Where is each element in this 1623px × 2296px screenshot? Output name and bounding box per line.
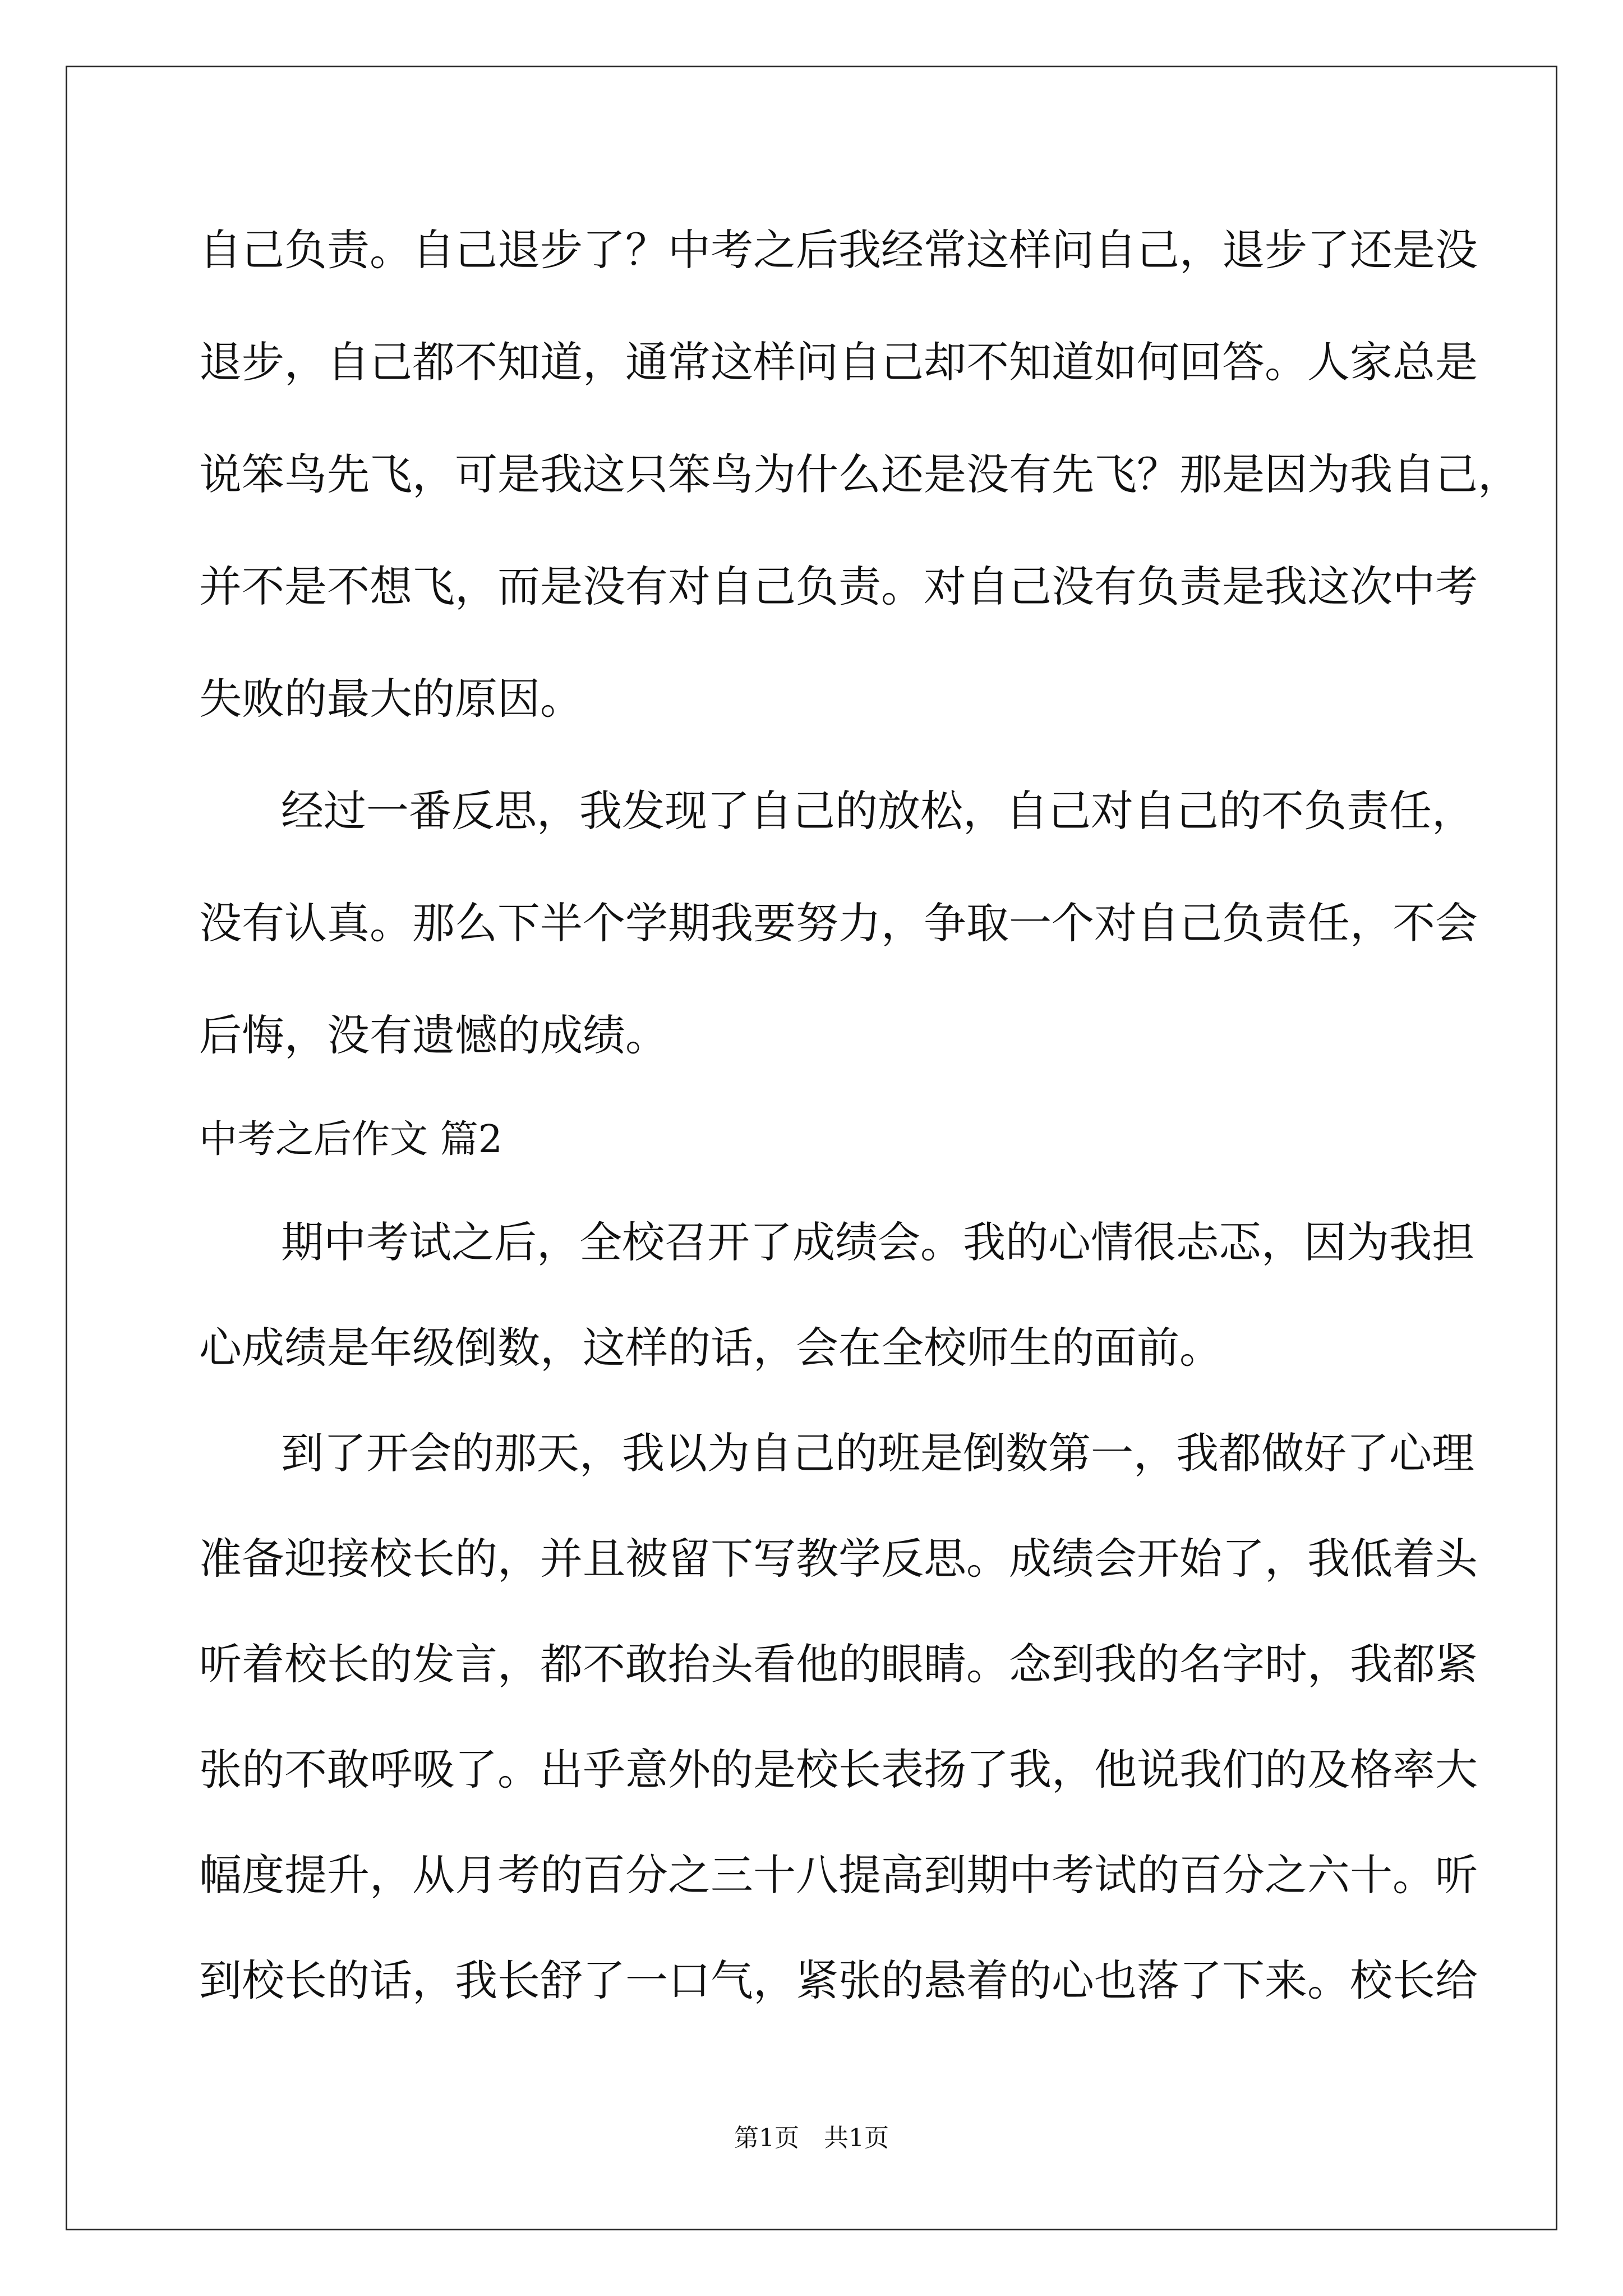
page-footer: 第1页 共1页: [734, 2124, 889, 2152]
paragraph-line: 到校长的话，我长舒了一口气，紧张的悬着的心也落了下来。校长给: [199, 1955, 1478, 2005]
paragraph-line: 经过一番反思，我发现了自己的放松，自己对自己的不负责任，: [281, 786, 1474, 836]
paragraph-line: 听着校长的发言，都不敢抬头看他的眼睛。念到我的名字时，我都紧: [199, 1639, 1478, 1689]
paragraph-line: 退步，自己都不知道，通常这样问自己却不知道如何回答。人家总是: [199, 337, 1478, 387]
paragraph-line: 期中考试之后，全校召开了成绩会。我的心情很忐忑，因为我担: [281, 1217, 1474, 1267]
paragraph-line: 后悔，没有遗憾的成绩。: [199, 1010, 668, 1060]
paragraph-line: 没有认真。那么下半个学期我要努力，争取一个对自己负责任，不会: [199, 898, 1478, 948]
paragraph-line: 准备迎接校长的，并且被留下写教学反思。成绩会开始了，我低着头: [199, 1534, 1478, 1584]
paragraph-line: 张的不敢呼吸了。出乎意外的是校长表扬了我，他说我们的及格率大: [199, 1745, 1478, 1795]
paragraph-line: 失败的最大的原因。: [199, 674, 583, 724]
paragraph-line: 幅度提升，从月考的百分之三十八提高到期中考试的百分之六十。听: [199, 1850, 1478, 1900]
section-heading: 中考之后作文 篇2: [199, 1117, 502, 1162]
paragraph-line: 说笨鸟先飞，可是我这只笨鸟为什么还是没有先飞？那是因为我自己，: [199, 449, 1520, 499]
paragraph-line: 到了开会的那天，我以为自己的班是倒数第一，我都做好了心理: [281, 1428, 1474, 1478]
paragraph-line: 心成绩是年级倒数，这样的话，会在全校师生的面前。: [199, 1323, 1222, 1373]
paragraph-line: 自己负责。自己退步了？中考之后我经常这样问自己，退步了还是没: [199, 225, 1478, 275]
paragraph-line: 并不是不想飞，而是没有对自己负责。对自己没有负责是我这次中考: [199, 562, 1478, 611]
